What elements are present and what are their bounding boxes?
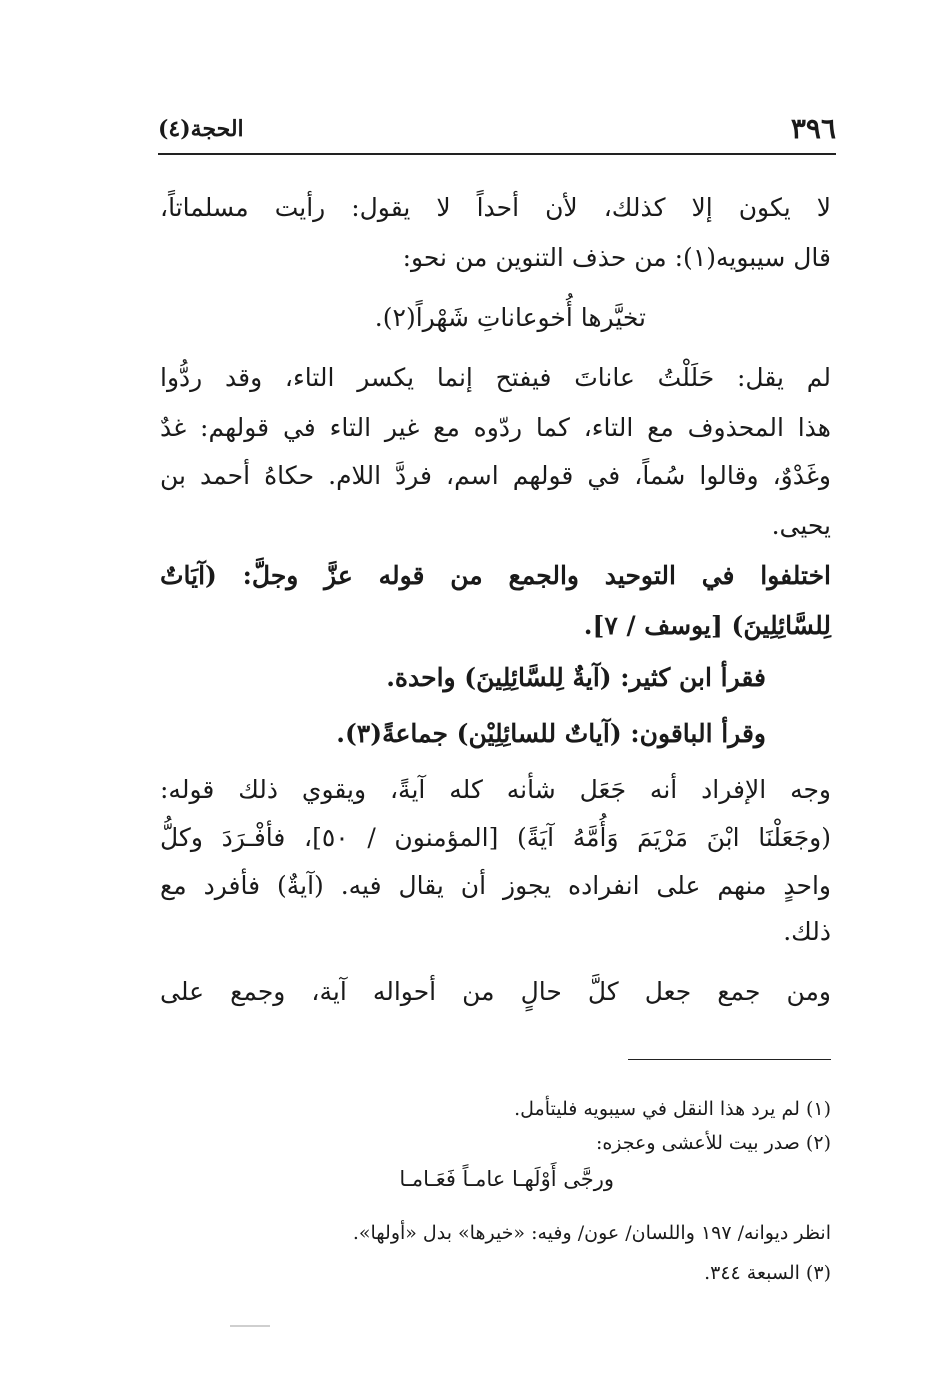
- footnote-2: (٢) صدر بيت للأعشى وعجزه:: [595, 1132, 831, 1154]
- section-heading-line: لِلسَّائِلِينَ) [يوسف / ٧].: [583, 611, 831, 640]
- footnote-3: (٣) السبعة ٣٤٤.: [704, 1262, 831, 1284]
- header-rule: [158, 153, 836, 155]
- verse-line: تخيَّرها أُخوعاناتِ شَهْراً(٢).: [374, 303, 646, 332]
- section-heading-line: اختلفوا في التوحيد والجمع من قوله عزَّ وجلَّ: (آيَاتٌ: [160, 561, 831, 590]
- footnote-2-reference: انظر ديوانه/ ١٩٧ واللسان/ عون/ وفيه: «خيرها» بدل «أولها».: [352, 1222, 831, 1244]
- text-line: هذا المحذوف مع التاء، كما ردّوه مع غير التاء في قولهم: غدٌ: [160, 413, 831, 442]
- text-line: وجه الإفراد أنه جَعَل شأنه كله آيةً، ويقوي ذلك قوله:: [160, 775, 831, 804]
- text-line: لا يكون إلا كذلك، لأن أحداً لا يقول: رأيت مسلماتاً،: [160, 193, 831, 222]
- reading-line: فقرأ ابن كثير: (آيةٌ لِلسَّائِلِينَ) واحدة.: [386, 663, 766, 692]
- footnote-rule: [628, 1059, 831, 1060]
- text-line: ذلك.: [783, 917, 831, 946]
- reading-line: وقرأ الباقون: (آياتٌ للسائِلِيْن) جماعةً(٣).: [336, 719, 766, 748]
- footnote-1: (١) لم يرد هذا النقل في سيبويه فليتأمل.: [514, 1098, 831, 1120]
- running-title: الحجة(٤): [158, 116, 244, 142]
- text-line: لم يقل: حَلَلْتُ عاناتَ فيفتح إنما يكسر التاء، وقد ردُّوا: [160, 363, 831, 392]
- text-line: قال سيبويه(١): من حذف التنوين من نحو:: [402, 243, 831, 272]
- page-number: ٣٩٦: [790, 112, 836, 145]
- text-line: يحيى.: [771, 511, 831, 540]
- text-line: ومن جمع جعل كلَّ حالٍ من أحواله آية، وجمع على: [160, 977, 831, 1006]
- text-line: واحدٍ منهم على انفراده يجوز أن يقال فيه. (آيةٌ) فأفرد مع: [160, 871, 831, 900]
- scan-artifact: [230, 1325, 270, 1327]
- page-header: [158, 112, 836, 152]
- text-line: وغَدْوٌ، وقالوا سُماً، في قولهم اسم، فردَّ اللام. حكاهُ أحمد بن: [160, 461, 831, 490]
- text-line: (وجَعَلْنَا ابْنَ مَرْيَمَ وَأُمَّهُ آيَةً) [المؤمنون / ٥٠]، فأفْـرَدَ وكلُّ: [160, 823, 831, 852]
- footnote-verse: ورجَّى أَوْلَهـا عامـاً فَعَـامـا: [399, 1167, 614, 1191]
